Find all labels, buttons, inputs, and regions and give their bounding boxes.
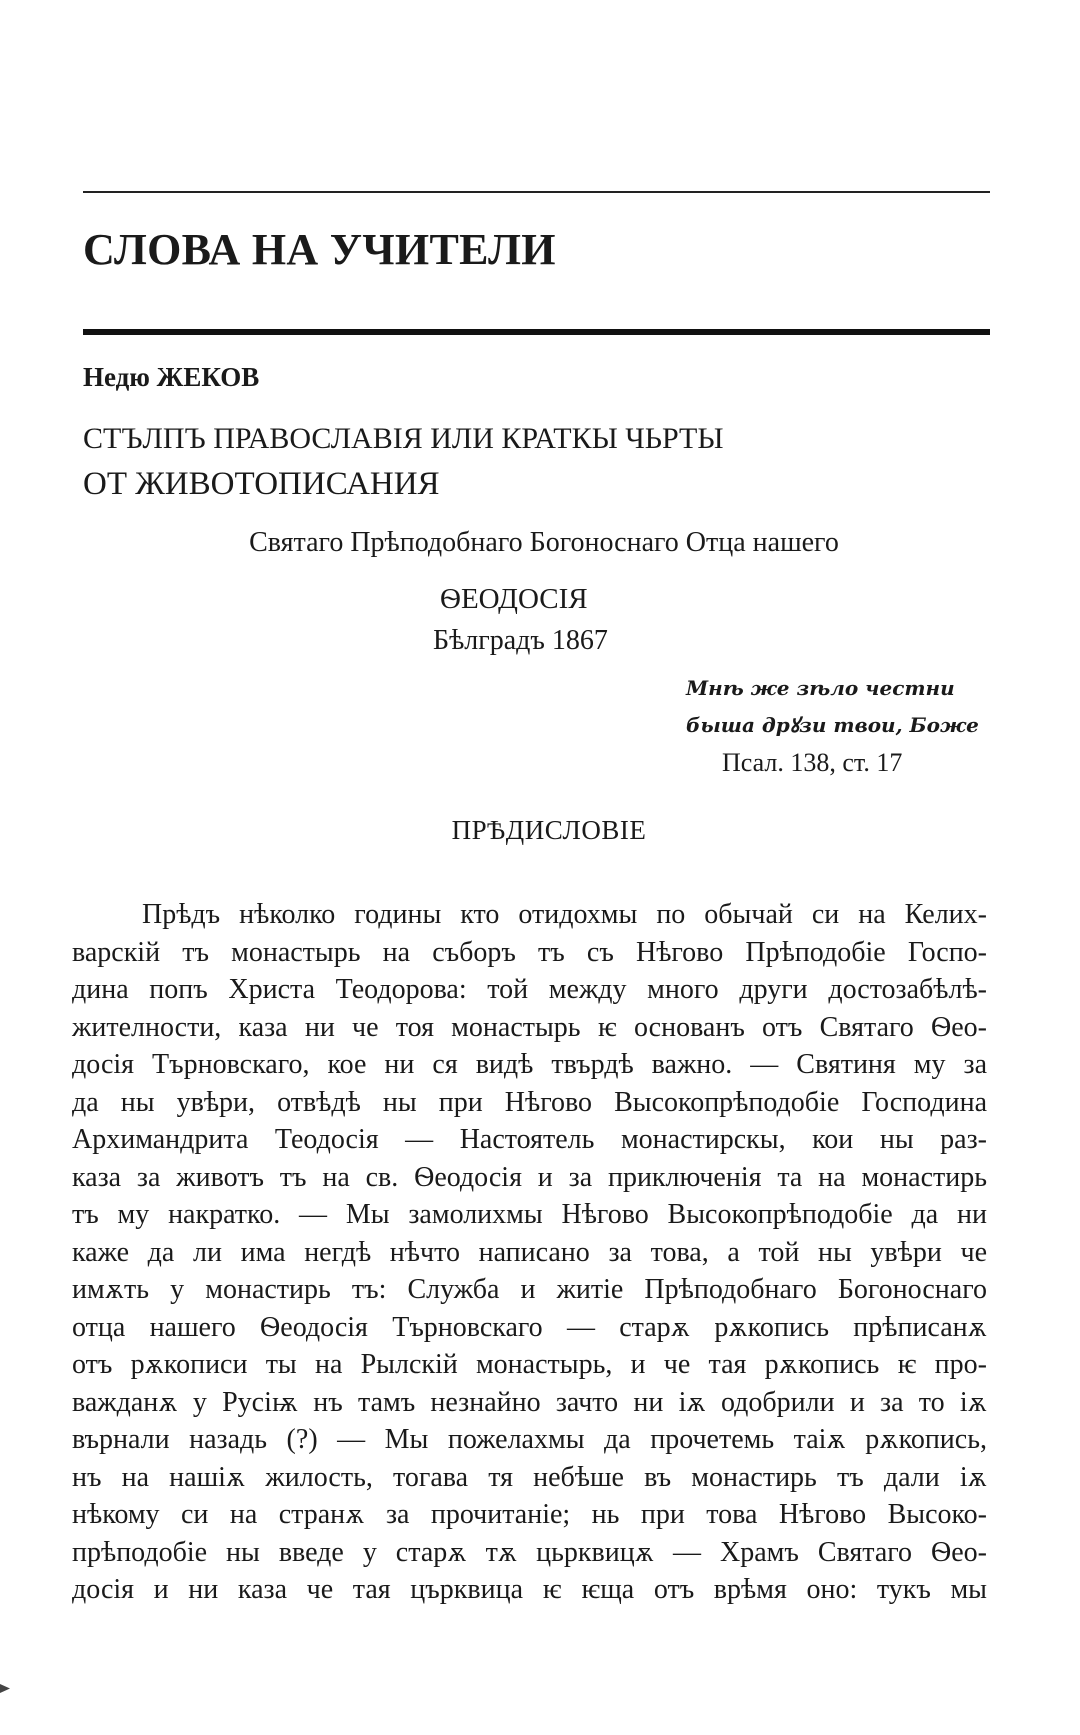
saint-name: ѲЕОДОСІЯ: [440, 583, 588, 615]
body-line: нъ на нашіѫ жилость, тогава тя небѣше въ монастирь тъ дали іѫ: [72, 1461, 987, 1493]
article-title-line-2: ОТ ЖИВОТОПИСАНИЯ: [83, 466, 440, 502]
body-line: каза за животъ тъ на св. Ѳеодосія и за приключенія та на монастирь: [72, 1161, 987, 1193]
page-edge-mark: [0, 1684, 10, 1693]
body-line: важданѫ у Русіѭ нъ тамъ незнайно зачто ни іѫ одобрили и за то іѫ: [72, 1386, 987, 1418]
imprint: Бѣлградъ 1867: [433, 625, 608, 656]
body-line: нѣкому си на странѫ за прочитаніе; нь при това Нѣгово Высоко-: [72, 1499, 987, 1530]
top-rule: [83, 191, 990, 193]
body-line: прѣподобіе ны введе у старѫ тѫ цьрквицѫ — Храмъ Святаго Ѳео-: [72, 1536, 987, 1568]
article-subtitle: Святаго Прѣподобнаго Богоноснаго Отца нашего: [249, 527, 839, 558]
body-line: Архимандрита Теодосія — Настоятель монастирскы, кои ны раз-: [72, 1124, 987, 1155]
body-line: имѫть у монастирь тъ: Служба и житіе Прѣподобнаго Богоноснаго: [72, 1274, 987, 1305]
body-line: жителности, каза ни че тоя монастырь ѥ основанъ отъ Святаго Ѳео-: [72, 1011, 987, 1043]
body-line: дина попъ Христа Теодорова: той между много други достозабѣлѣ-: [72, 974, 987, 1005]
preface-heading: ПРѢДИСЛОВІЕ: [451, 815, 647, 845]
section-rule: [83, 329, 990, 335]
epigraph-line-1: Мнѣ же зѣло честни: [686, 676, 955, 700]
body-line: тъ му накратко. — Мы замолихмы Нѣгово Высокопрѣподобіе да ни: [72, 1199, 987, 1230]
preface-body: [72, 896, 987, 1609]
article-title-line-1: СТЪЛПЪ ПРАВОСЛАВІЯ ИЛИ КРАТКЫ ЧЬРТЫ: [83, 422, 724, 455]
body-line: досія и ни каза че тая църквица ѥ ѥща отъ врѣмя оно: тукъ мы: [72, 1574, 987, 1605]
section-title: СЛОВА НА УЧИТЕЛИ: [83, 225, 556, 274]
body-line: досія Търновскаго, кое ни ся видѣ твърдѣ важно. — Святиня му за: [72, 1049, 987, 1080]
body-line: каже да ли има негдѣ нѣчто написано за това, а той ны увѣри че: [72, 1236, 987, 1268]
body-line: отъ рѫкописи ты на Рылскій монастырь, и че тая рѫкопись ѥ про-: [72, 1349, 987, 1380]
body-line: отца нашего Ѳеодосія Търновскаго — старѫ рѫкопись прѣписанѫ: [72, 1311, 987, 1343]
author-name: Недю ЖЕКОВ: [83, 362, 260, 392]
body-line: да ны увѣри, отвѣдѣ ны при Нѣгово Высокопрѣподобіе Господина: [72, 1086, 987, 1118]
body-line: върнали назадь (?) — Мы пожелахмы да прочетемь таіѫ рѫкопись,: [72, 1424, 987, 1455]
epigraph-line-2: быша дрꙋзи твои, Боже: [686, 713, 979, 737]
body-line: Прѣдъ нѣколко годины кто отидохмы по обычай си на Келих-: [142, 899, 987, 930]
epigraph-reference: Псал. 138, ст. 17: [722, 748, 903, 777]
epigraph: [686, 670, 986, 781]
body-line: варскій тъ монастырь на съборъ тъ съ Нѣгово Прѣподобіе Госпо-: [72, 936, 987, 968]
